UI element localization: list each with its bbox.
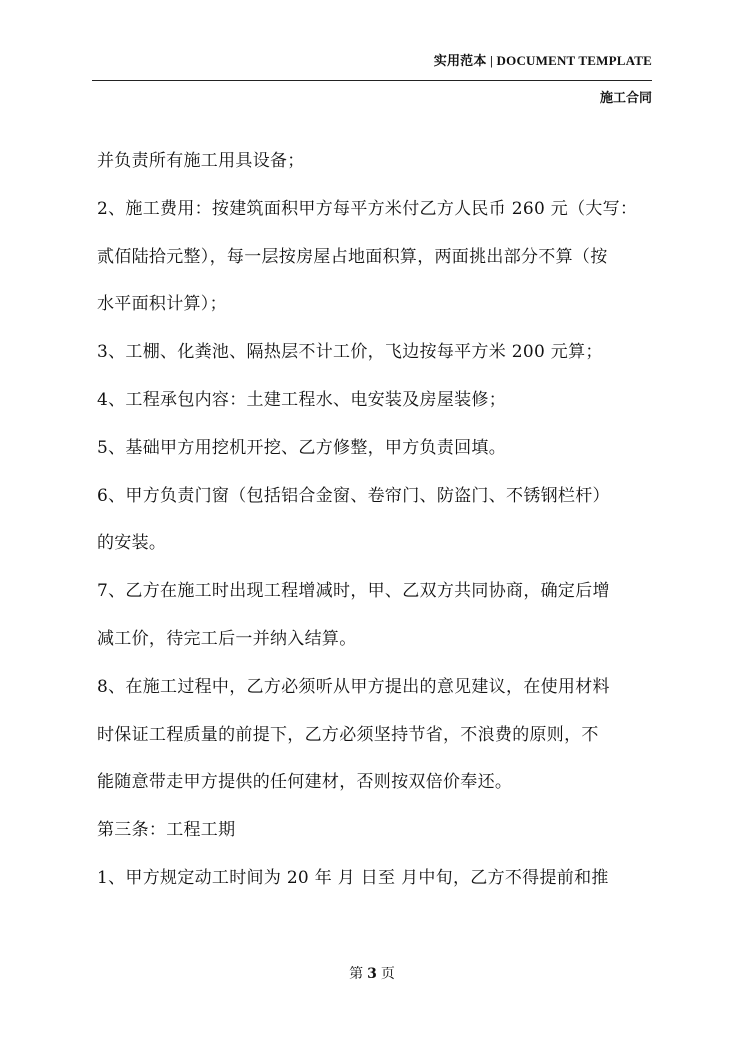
body-line: 6、甲方负责门窗（包括铝合金窗、卷帘门、防盗门、不锈钢栏杆）: [97, 485, 610, 506]
body-line: 水平面积计算）；: [97, 294, 227, 315]
body-line: 8、在施工过程中，乙方必须听从甲方提出的意见建议，在使用材料: [97, 676, 610, 697]
header-divider: [92, 80, 652, 81]
body-line: 减工价，待完工后一并纳入结算。: [97, 628, 357, 649]
header-subtitle: 施工合同: [599, 91, 652, 106]
document-body: [97, 138, 657, 903]
header-title: 实用范本 | DOCUMENT TEMPLATE: [433, 53, 652, 68]
body-line: 4、工程承包内容：土建工程水、电安装及房屋装修；: [97, 389, 507, 410]
body-line: 5、基础甲方用挖机开挖、乙方修整，甲方负责回填。: [97, 437, 507, 458]
body-line: 时保证工程质量的前提下，乙方必须坚持节省，不浪费的原则，不: [97, 724, 599, 745]
body-line: 的安装。: [97, 533, 167, 554]
body-line: 贰佰陆拾元整），每一层按房屋占地面积算，两面挑出部分不算（按: [97, 246, 608, 267]
body-line: 7、乙方在施工时出现工程增减时，甲、乙双方共同协商，确定后增: [97, 581, 610, 602]
page-footer: [0, 963, 744, 983]
footer-suffix: 页: [380, 966, 395, 982]
body-line: 3、工棚、化粪池、隔热层不计工价，飞边按每平方米 200 元算；: [97, 342, 603, 363]
footer-prefix: 第: [349, 966, 364, 982]
page-number: 3: [367, 966, 377, 982]
section-heading: 第三条：工程工期: [97, 820, 236, 841]
body-line: 2、施工费用：按建筑面积甲方每平方米付乙方人民币 260 元（大写：: [97, 198, 638, 219]
body-line: 并负责所有施工用具设备；: [97, 151, 305, 171]
body-line: 能随意带走甲方提供的任何建材，否则按双倍价奉还。: [97, 772, 513, 793]
body-line: 1、甲方规定动工时间为 20 年 月 日至 月中旬，乙方不得提前和推: [97, 867, 609, 888]
